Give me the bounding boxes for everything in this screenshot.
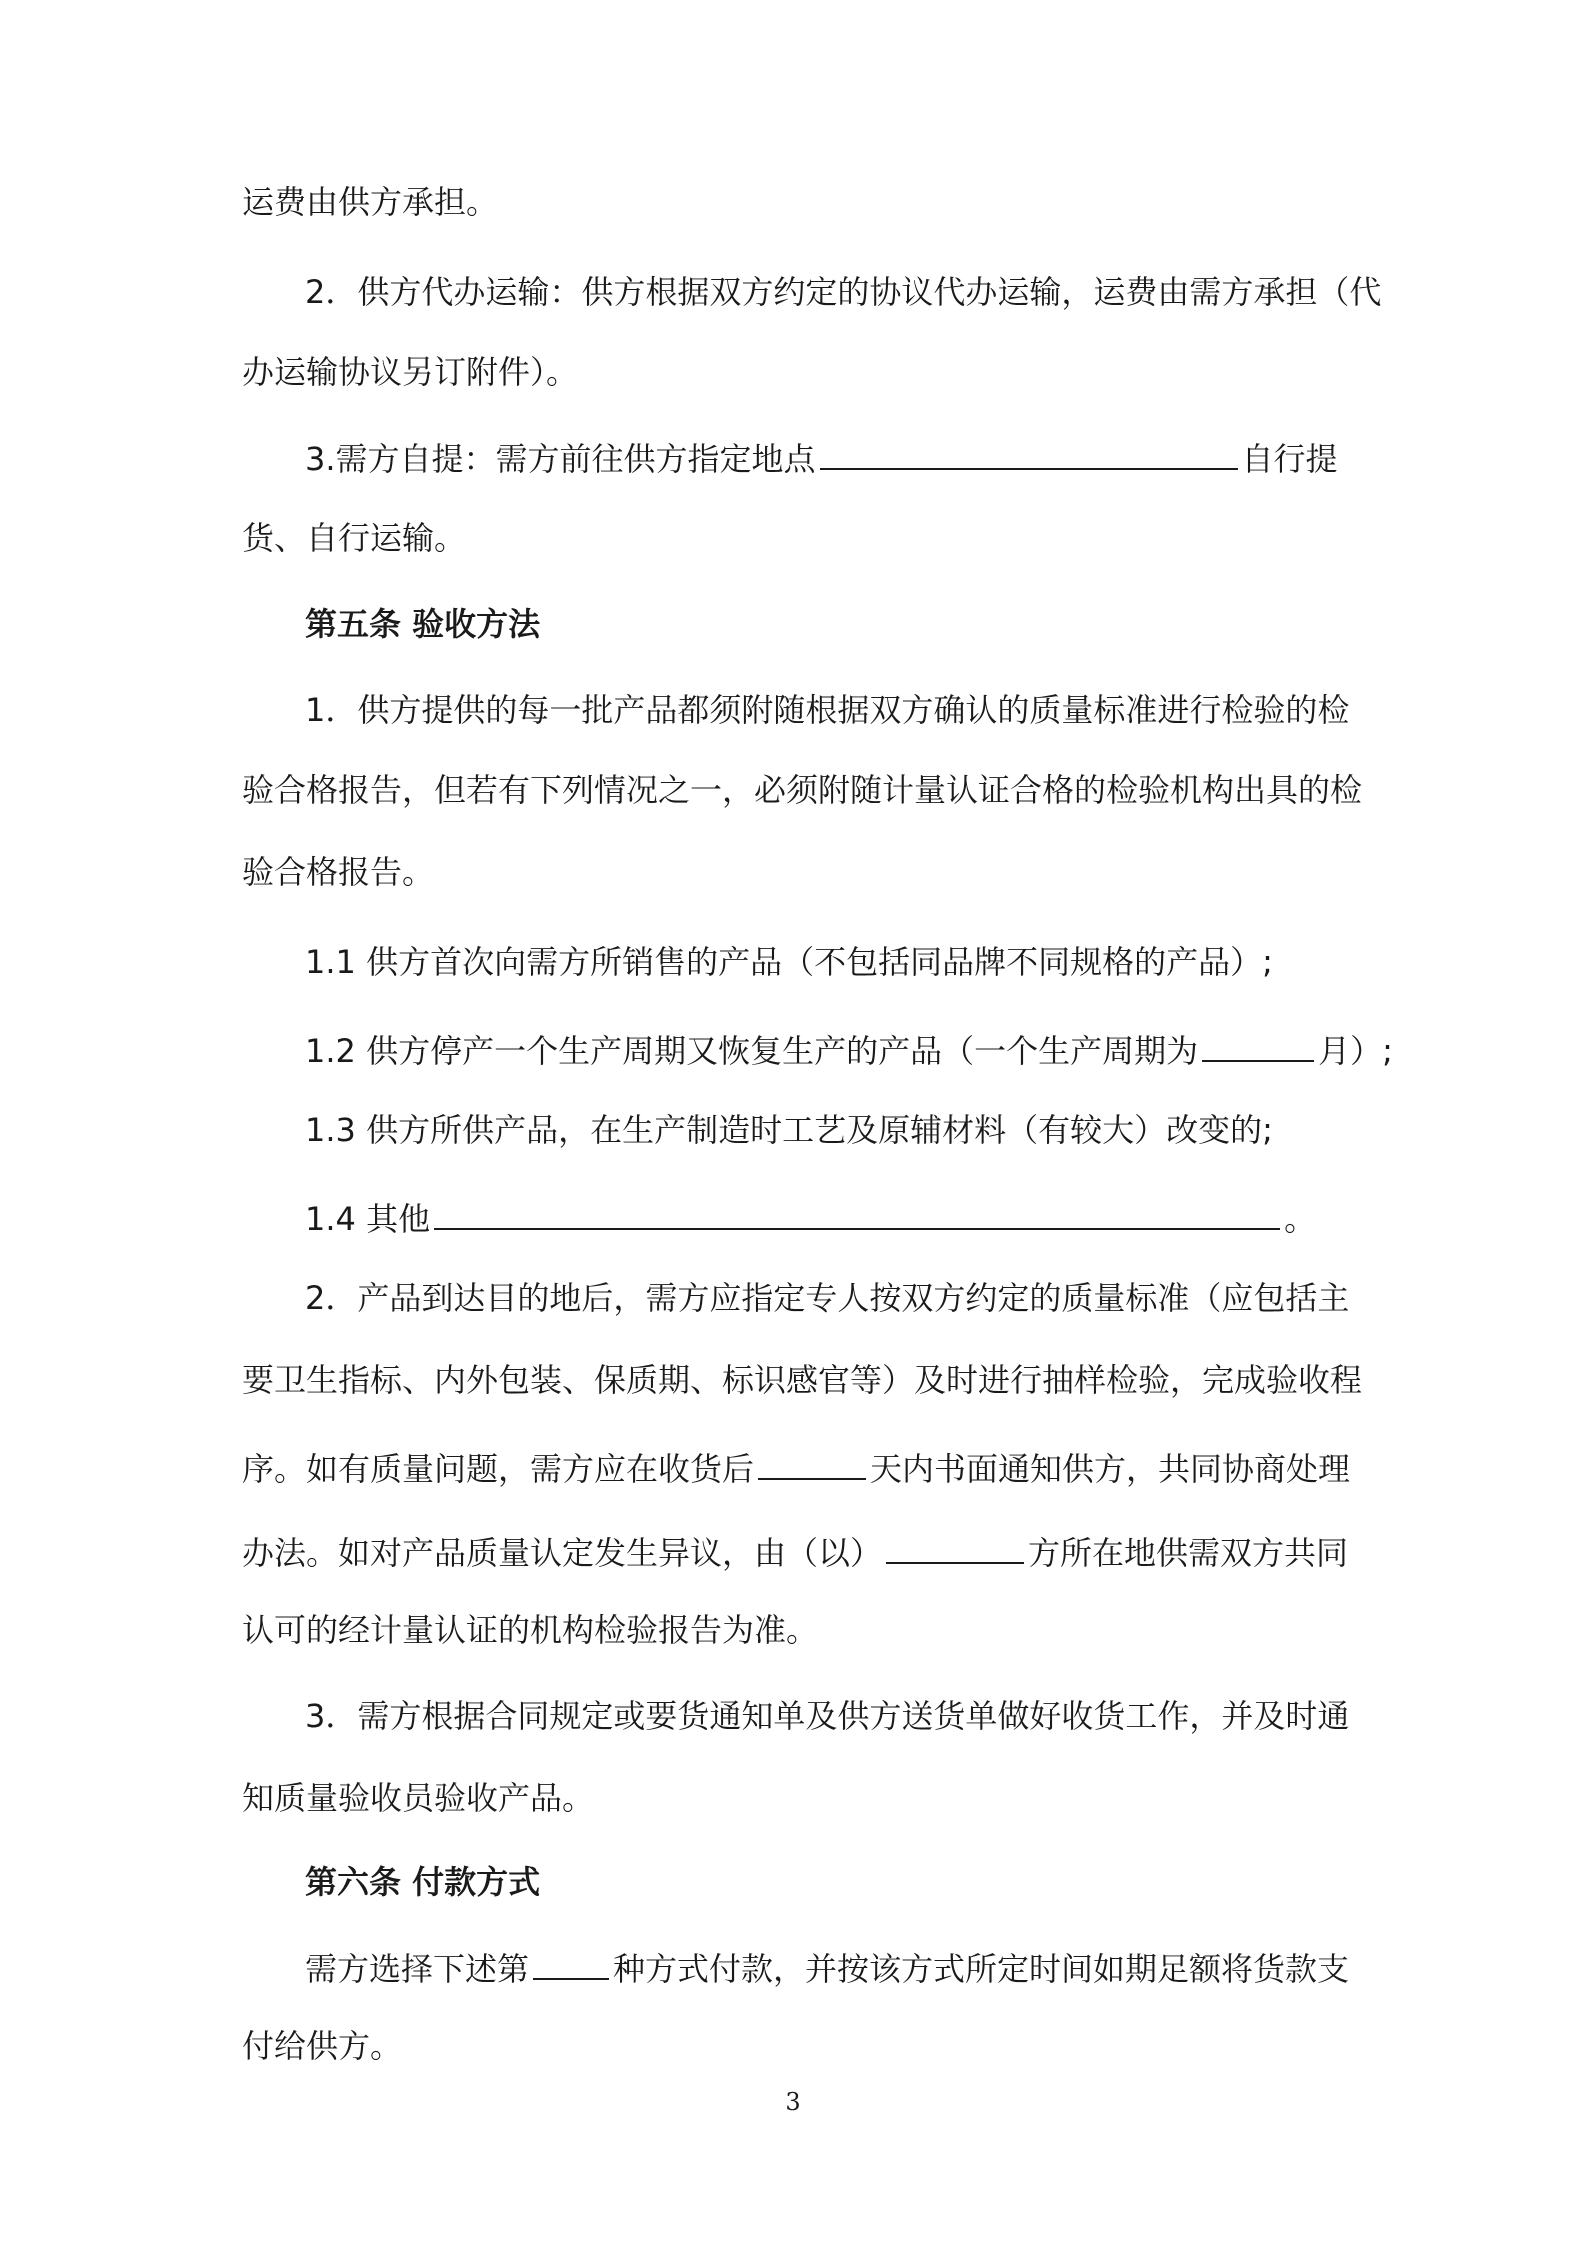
line-text: 种方式付款，并按该方式所定时间如期足额将货款支 bbox=[613, 1950, 1350, 1988]
paragraph-line bbox=[242, 182, 498, 222]
paragraph-line bbox=[305, 1944, 1349, 1989]
heading-text: 第五条 验收方法 bbox=[305, 605, 541, 643]
paragraph-line bbox=[305, 1110, 1273, 1150]
page-number: 3 bbox=[785, 2088, 801, 2116]
fill-in-blank[interactable] bbox=[533, 1944, 609, 1980]
paragraph-line bbox=[242, 1444, 1350, 1489]
line-text: 3.需方自提：需方前往供方指定地点 bbox=[305, 440, 816, 478]
line-text: 2．产品到达目的地后，需方应指定专人按双方约定的质量标准（应包括主 bbox=[305, 1279, 1350, 1317]
line-text: 办运输协议另订附件）。 bbox=[242, 353, 579, 391]
line-text: 办法。如对产品质量认定发生异议，由（以） bbox=[242, 1534, 883, 1572]
fill-in-blank[interactable] bbox=[1202, 1026, 1314, 1062]
line-text: 自行提 bbox=[1241, 440, 1338, 478]
line-text: 验合格报告，但若有下列情况之一，必须附随计量认证合格的检验机构出具的检 bbox=[242, 771, 1363, 809]
line-text: 1.2 供方停产一个生产周期又恢复生产的产品（一个生产周期为 bbox=[305, 1032, 1199, 1070]
line-text: 1.4 其他 bbox=[305, 1200, 431, 1238]
paragraph-line bbox=[242, 1360, 1362, 1400]
paragraph-line bbox=[242, 1610, 818, 1650]
line-text: 序。如有质量问题，需方应在收货后 bbox=[242, 1450, 755, 1488]
line-text: 需方选择下述第 bbox=[305, 1950, 530, 1988]
paragraph-line bbox=[305, 1696, 1349, 1736]
heading-text: 第六条 付款方式 bbox=[305, 1863, 541, 1901]
paragraph-line bbox=[242, 352, 578, 392]
paragraph-line bbox=[242, 2026, 402, 2066]
paragraph-line bbox=[305, 942, 1273, 982]
line-text: 3．需方根据合同规定或要货通知单及供方送货单做好收货工作，并及时通 bbox=[305, 1697, 1350, 1735]
line-text: 货、自行运输。 bbox=[242, 519, 467, 557]
line-text: 1.3 供方所供产品，在生产制造时工艺及原辅材料（有较大）改变的; bbox=[305, 1111, 1273, 1149]
line-text: 1.1 供方首次向需方所销售的产品（不包括同品牌不同规格的产品）; bbox=[305, 943, 1273, 981]
paragraph-line bbox=[305, 272, 1381, 312]
line-text: 认可的经计量认证的机构检验报告为准。 bbox=[242, 1611, 819, 1649]
paragraph-line bbox=[242, 1778, 594, 1818]
paragraph-line bbox=[242, 518, 466, 558]
section-heading bbox=[305, 604, 540, 644]
paragraph-line bbox=[305, 690, 1349, 730]
paragraph-line bbox=[305, 1278, 1349, 1318]
line-text: 月）; bbox=[1318, 1032, 1393, 1070]
line-text: 知质量验收员验收产品。 bbox=[242, 1779, 595, 1817]
section-heading bbox=[305, 1862, 540, 1902]
line-text: 。 bbox=[1284, 1200, 1317, 1238]
paragraph-line bbox=[305, 1194, 1316, 1239]
paragraph-line bbox=[242, 1528, 1348, 1573]
fill-in-blank[interactable] bbox=[886, 1528, 1024, 1564]
fill-in-blank[interactable] bbox=[758, 1444, 866, 1480]
line-text: 方所在地供需双方共同 bbox=[1028, 1534, 1349, 1572]
fill-in-blank[interactable] bbox=[820, 434, 1238, 470]
line-text: 要卫生指标、内外包装、保质期、标识感官等）及时进行抽样检验，完成验收程 bbox=[242, 1361, 1363, 1399]
paragraph-line bbox=[305, 434, 1338, 479]
line-text: 2．供方代办运输：供方根据双方约定的协议代办运输，运费由需方承担（代 bbox=[305, 273, 1382, 311]
paragraph-line bbox=[242, 770, 1362, 810]
fill-in-blank[interactable] bbox=[434, 1194, 1280, 1230]
line-text: 付给供方。 bbox=[242, 2027, 403, 2065]
line-text: 1．供方提供的每一批产品都须附随根据双方确认的质量标准进行检验的检 bbox=[305, 691, 1350, 729]
paragraph-line bbox=[242, 852, 434, 892]
line-text: 运费由供方承担。 bbox=[242, 183, 499, 221]
line-text: 天内书面通知供方，共同协商处理 bbox=[870, 1450, 1351, 1488]
line-text: 验合格报告。 bbox=[242, 853, 435, 891]
paragraph-line bbox=[305, 1026, 1393, 1071]
